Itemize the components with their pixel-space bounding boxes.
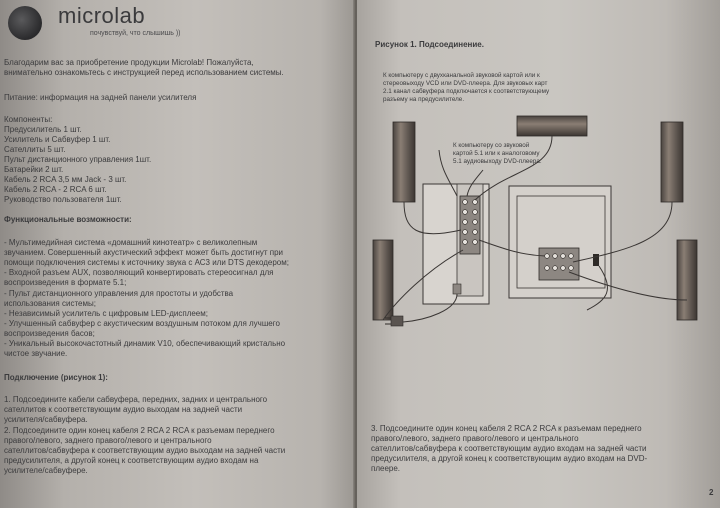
feature-line: воспроизведения басов; [4,329,95,338]
power-plug-icon [385,316,403,326]
component-item: Пульт дистанционного управления 1шт. [4,155,152,164]
features-title: Функциональные возможности: [4,215,132,224]
step3-line: предусилителя, а другой конец к соответствующим аудио входам на DVD- [371,454,648,463]
component-item: Сателлиты 5 шт. [4,145,66,154]
preamp-jack-panel [460,196,480,254]
left-page [0,0,356,508]
connection-line: 2. Подсоедините один конец кабеля 2 RCA 2 RCA к разъемам переднего [4,426,275,435]
center-speaker [517,116,587,136]
connection-line: правого/левого, заднего правого/левого и центрального [4,436,212,445]
feature-line: - Уникальный высокочастотный динамик V10, обеспечивающий кристально [4,339,286,348]
feature-line: помощи подключения системы к источнику звука с АС3 или DTS декодером; [4,258,289,267]
power-info: Питание: информация на задней панели усилителя [4,93,197,102]
feature-line: чистое звучание. [4,349,68,358]
note-stereo-line: 2.1 канал сабвуфера подключается к соответствующему [383,88,550,95]
preamp-power-jack [453,284,461,294]
front-left-speaker [393,122,415,202]
note-stereo-line: стереовыходу VCD или DVD-плеера. Для звуковых карт [383,80,548,87]
rear-right-speaker [677,240,697,320]
feature-line: - Улучшенный сабвуфер с акустическим воздушным потоком для лучшего [4,319,280,328]
feature-line: - Входной разъем AUX, позволяющий конвертировать стереосигнал для [4,268,274,277]
component-item: Предусилитель 1 шт. [4,125,82,134]
intro-line: внимательно ознакомьтесь с инструкцией перед использованием системы. [4,68,284,77]
amplifier-jack-panel [539,248,579,280]
brand-tagline: почувствуй, что слышишь )) [90,30,181,37]
page-number: 2 [709,488,714,497]
note-5-1-line: картой 5.1 или к аналоговому [453,150,540,157]
brand-name: microlab [58,3,146,28]
feature-line: - Независимый усилитель с цифровым LED-дисплеем; [4,309,208,318]
connection-line: усилителе/сабвуфере. [4,466,88,475]
component-item: Руководство пользователя 1шт. [4,195,122,204]
connection-line: усилителя/сабвуфера. [4,415,88,424]
intro-line: Благодарим вас за приобретение продукции Microlab! Пожалуйста, [4,58,254,67]
component-item: Кабель 2 RCA 3,5 мм Jack - 3 шт. [4,175,127,184]
component-item: Усилитель и Сабвуфер 1 шт. [4,135,111,144]
step3-line: 3. Подсоедините один конец кабеля 2 RCA 2 RCA к разъемам переднего [371,424,642,433]
feature-line: звучанием. Совершенный акустический эффект может быть достигнут при [4,248,283,257]
note-5-1-line: К компьютеру со звуковой [453,142,530,149]
connection-line: предусилителя, а другой конец к соответствующим аудио входам на [4,456,259,465]
connection-line: сателлитов/сабвуфера к соответствующим аудио выходам на задней части [4,446,286,455]
components-title: Компоненты: [4,115,53,124]
connection-line: 1. Подсоедините кабели сабвуфера, передних, задних и центрального [4,395,268,404]
component-item: Батарейки 2 шт. [4,165,64,174]
note-stereo-line: К компьютеру с двухканальной звуковой картой или к [383,72,540,79]
component-item: Кабель 2 RCA - 2 RCA 6 шт. [4,185,107,194]
connection-title: Подключение (рисунок 1): [4,373,108,382]
step3-line: плеере. [371,464,401,473]
rear-left-speaker [373,240,393,320]
feature-line: - Пульт дистанционного управления для простоты и удобства [4,289,234,298]
feature-line: воспроизведения в формате 5.1; [4,278,127,287]
note-5-1-line: 5.1 аудиовыходу DVD-плеера. [453,158,542,165]
front-right-speaker [661,122,683,202]
step3-line: правого/левого, заднего правого/левого и центрального [371,434,579,443]
figure-title: Рисунок 1. Подсоединение. [375,40,484,49]
note-stereo-line: разъему на предусилителе. [383,96,465,103]
step3-line: сателлитов/сабвуфера к соответствующим аудио входам на задней части [371,444,647,453]
right-page [357,0,720,508]
connection-line: сателлитов к соответствующим аудио выходам на задней части [4,405,243,414]
feature-line: - Мультимедийная система «домашний кинотеатр» с великолепным [4,238,258,247]
feature-line: использования системы; [4,299,96,308]
microlab-logo-icon [8,6,42,40]
